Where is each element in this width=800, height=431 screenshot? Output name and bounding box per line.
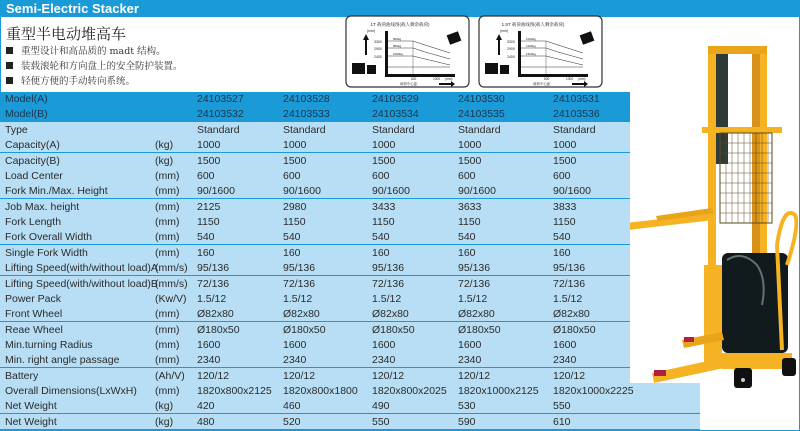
cell-value: 2340 [197, 354, 221, 367]
cell-value: 1150 [283, 216, 306, 229]
row-label: Net Weight [5, 400, 57, 413]
cell-value: 72/136 [553, 277, 586, 290]
svg-text:(mm): (mm) [578, 77, 586, 81]
cell-value: 1500 [283, 154, 307, 167]
cell-value: 2125 [197, 200, 221, 213]
row-unit: (mm/s) [155, 277, 188, 290]
forklift-icon [485, 63, 498, 74]
cell-value: 95/136 [458, 262, 491, 275]
cell-value: 90/1600 [283, 185, 321, 198]
model-number: 24103528 [283, 93, 330, 105]
cell-value: 540 [553, 231, 571, 244]
cell-value: 1600 [372, 338, 396, 351]
cell-value: Ø180x50 [197, 323, 240, 336]
page-title: Semi-Electric Stacker [6, 1, 139, 16]
cell-value: Ø82x80 [283, 308, 320, 321]
cell-value: 1820x1000x2225 [553, 384, 634, 397]
row-label: Load Center [5, 170, 63, 183]
cell-value: 490 [372, 400, 390, 413]
cell-value: 120/12 [553, 369, 586, 382]
cell-value: 1820x800x1800 [283, 384, 358, 397]
svg-text:1500kg: 1500kg [526, 52, 536, 56]
cell-value: 1.5/12 [197, 292, 227, 305]
feature-bullet: 重型设计和高品质的 madt 结构。 [6, 43, 166, 57]
svg-text:2900: 2900 [374, 47, 382, 51]
row-unit: (mm) [155, 231, 180, 244]
row-label: Min. right angle passage [5, 354, 120, 367]
svg-text:(mm): (mm) [445, 77, 453, 81]
svg-text:850kg: 850kg [393, 44, 402, 48]
cell-value: Ø180x50 [283, 323, 326, 336]
cell-value: Standard [458, 124, 501, 136]
table-row [0, 291, 630, 307]
row-label: Front Wheel [5, 308, 63, 321]
cell-value: 160 [283, 246, 301, 259]
svg-text:1000: 1000 [433, 77, 441, 81]
table-row [0, 368, 630, 384]
table-row [0, 322, 630, 338]
model-row [0, 92, 630, 107]
cell-value: 1500 [458, 154, 482, 167]
cell-value: 95/136 [283, 262, 316, 275]
row-unit: (mm) [155, 354, 180, 367]
svg-text:载荷中心距: 载荷中心距 [400, 82, 418, 86]
row-label: Model(B) [5, 108, 48, 120]
cell-value: 90/1600 [553, 185, 591, 198]
row-label: Battery [5, 369, 39, 382]
table-row [0, 168, 630, 184]
bullet-square-icon [6, 77, 13, 84]
cell-value: 1820x800x2025 [372, 384, 447, 397]
chart-caption: 1.5T 载荷曲线图(载人剩余载荷) [501, 22, 565, 27]
model-number: 24103529 [372, 93, 419, 105]
cell-value: 1600 [458, 338, 482, 351]
cell-value: 1000 [458, 139, 482, 152]
row-unit: (mm) [155, 185, 180, 198]
bullet-square-icon [6, 62, 13, 69]
feature-bullet: 装载滚轮和方向盘上的安全防护装置。 [6, 58, 183, 72]
cell-value: 3833 [553, 200, 577, 213]
cell-value: Ø82x80 [197, 308, 234, 321]
cell-value: 72/136 [372, 277, 405, 290]
cell-value: Ø180x50 [553, 323, 596, 336]
cell-value: 1600 [197, 338, 221, 351]
svg-text:(mm): (mm) [500, 29, 509, 33]
svg-text:600: 600 [544, 77, 550, 81]
cell-value: 1150 [553, 216, 576, 229]
row-unit: (mm) [155, 246, 180, 259]
row-unit: (Ah/V) [155, 369, 185, 382]
table-row [0, 183, 630, 199]
cell-value: 72/136 [197, 277, 230, 290]
row-label: Net Weight [5, 415, 57, 428]
cell-value: 540 [372, 231, 390, 244]
table-row [0, 122, 630, 138]
cell-value: 72/136 [283, 277, 316, 290]
load-chart-1t [345, 15, 470, 88]
cell-value: 520 [283, 415, 301, 428]
cell-value: 1820x1000x2125 [458, 384, 539, 397]
row-unit: (mm) [155, 170, 180, 183]
cell-value: 1.5/12 [458, 292, 488, 305]
row-unit: (mm/s) [155, 262, 188, 275]
stacker-illustration [612, 40, 798, 428]
svg-text:1000kg: 1000kg [393, 52, 403, 56]
table-row [0, 383, 700, 399]
row-unit: (mm) [155, 200, 180, 213]
table-row [0, 153, 630, 169]
cell-value: Standard [372, 124, 415, 136]
cell-value: 1.5/12 [283, 292, 313, 305]
model-number: 24103535 [458, 108, 505, 120]
cell-value: 420 [197, 400, 215, 413]
cell-value: 600 [372, 170, 390, 183]
svg-text:1100kg: 1100kg [526, 44, 536, 48]
row-label: Fork Min./Max. Height [5, 185, 108, 198]
cell-value: 90/1600 [458, 185, 496, 198]
cell-value: 1150 [197, 216, 220, 229]
cell-value: 1.5/12 [372, 292, 402, 305]
row-unit: (mm) [155, 338, 180, 351]
cell-value: 160 [553, 246, 571, 259]
cell-value: Ø82x80 [372, 308, 409, 321]
model-number: 24103536 [553, 108, 600, 120]
chart-caption: 1T 载荷曲线图(载人剩余载荷) [370, 22, 430, 27]
table-row [0, 260, 630, 276]
cell-value: 600 [197, 170, 215, 183]
table-row [0, 245, 630, 261]
row-unit: (kg) [155, 415, 174, 428]
row-label: Single Fork Width [5, 246, 88, 259]
table-row [0, 214, 630, 230]
svg-text:2400: 2400 [374, 55, 382, 59]
table-row [0, 199, 630, 215]
svg-text:2400: 2400 [507, 55, 515, 59]
row-label: Lifting Speed(with/without load)A [5, 262, 158, 275]
cell-value: 1820x800x2125 [197, 384, 272, 397]
row-unit: (Kw/V) [155, 292, 187, 305]
model-row [0, 107, 630, 122]
cell-value: 1.5/12 [553, 292, 583, 305]
row-label: Overall Dimensions(LxWxH) [5, 384, 137, 397]
cell-value: 95/136 [372, 262, 405, 275]
table-row [0, 352, 630, 368]
cell-value: 1000 [553, 139, 577, 152]
cell-value: 1000 [372, 139, 396, 152]
svg-text:(mm): (mm) [367, 29, 376, 33]
svg-text:2900: 2900 [507, 47, 515, 51]
cell-value: Ø82x80 [553, 308, 590, 321]
cell-value: 540 [458, 231, 476, 244]
bullet-square-icon [6, 47, 13, 54]
cell-value: 90/1600 [197, 185, 235, 198]
product-title: 重型半电动堆高车 [6, 25, 127, 43]
cell-value: 160 [372, 246, 390, 259]
model-number: 24103531 [553, 93, 600, 105]
svg-text:1000: 1000 [566, 77, 574, 81]
cell-value: 95/136 [197, 262, 230, 275]
row-label: Type [5, 124, 28, 136]
model-number: 24103530 [458, 93, 505, 105]
table-row [0, 137, 630, 153]
feature-bullet: 轻便方便的手动转向系统。 [6, 73, 135, 87]
row-label: Reae Wheel [5, 323, 63, 336]
row-unit: (mm) [155, 216, 180, 229]
row-label: Power Pack [5, 292, 62, 305]
cell-value: 3633 [458, 200, 482, 213]
cell-value: 2340 [283, 354, 307, 367]
model-number: 24103533 [283, 108, 330, 120]
svg-text:600: 600 [411, 77, 417, 81]
model-number: 24103534 [372, 108, 419, 120]
cell-value: 120/12 [372, 369, 405, 382]
row-label: Capacity(A) [5, 139, 60, 152]
cell-value: 120/12 [283, 369, 316, 382]
row-unit: (kg) [155, 154, 174, 167]
svg-text:800kg: 800kg [393, 37, 402, 41]
cell-value: 550 [372, 415, 390, 428]
cell-value: Ø180x50 [372, 323, 415, 336]
cell-value: 1500 [197, 154, 221, 167]
cell-value: 1000 [197, 139, 221, 152]
cell-value: 2340 [553, 354, 577, 367]
cell-value: 460 [283, 400, 301, 413]
svg-text:1000kg: 1000kg [526, 37, 536, 41]
cell-value: 1600 [283, 338, 307, 351]
model-number: 24103532 [197, 108, 244, 120]
cell-value: Ø82x80 [458, 308, 495, 321]
cell-value: 610 [553, 415, 571, 428]
cell-value: Standard [197, 124, 240, 136]
cell-value: 590 [458, 415, 476, 428]
cell-value: 120/12 [458, 369, 491, 382]
cell-value: 550 [553, 400, 571, 413]
cell-value: 2340 [458, 354, 482, 367]
cell-value: 540 [283, 231, 301, 244]
cell-value: 1150 [458, 216, 481, 229]
row-unit: (mm) [155, 308, 180, 321]
forklift-icon [352, 63, 365, 74]
cell-value: 540 [197, 231, 215, 244]
row-label: Model(A) [5, 93, 48, 105]
cell-value: 120/12 [197, 369, 230, 382]
row-label: Lifting Speed(with/without load)B [5, 277, 158, 290]
table-row [0, 398, 700, 414]
row-label: Fork Length [5, 216, 62, 229]
cell-value: 90/1600 [372, 185, 410, 198]
svg-text:3300: 3300 [374, 40, 382, 44]
cell-value: 1500 [553, 154, 577, 167]
table-row [0, 306, 630, 322]
cell-value: 600 [458, 170, 476, 183]
table-row [0, 276, 630, 292]
cell-value: 1150 [372, 216, 395, 229]
cell-value: Ø180x50 [458, 323, 501, 336]
table-row [0, 229, 630, 245]
row-label: Capacity(B) [5, 154, 60, 167]
svg-text:3300: 3300 [507, 40, 515, 44]
row-label: Job Max. height [5, 200, 80, 213]
cell-value: 1600 [553, 338, 577, 351]
cell-value: 2340 [372, 354, 396, 367]
row-label: Min.turning Radius [5, 338, 93, 351]
row-unit: (mm) [155, 384, 180, 397]
load-chart-1-5t [478, 15, 603, 88]
row-unit: (mm) [155, 323, 180, 336]
cell-value: 72/136 [458, 277, 491, 290]
cell-value: 160 [458, 246, 476, 259]
model-number: 24103527 [197, 93, 244, 105]
table-row [0, 337, 630, 353]
cell-value: 480 [197, 415, 215, 428]
cell-value: Standard [283, 124, 326, 136]
row-label: Fork Overall Width [5, 231, 92, 244]
cell-value: Standard [553, 124, 596, 136]
cell-value: 1500 [372, 154, 396, 167]
cell-value: 160 [197, 246, 215, 259]
cell-value: 1000 [283, 139, 307, 152]
svg-text:载荷中心距: 载荷中心距 [533, 82, 551, 86]
cell-value: 530 [458, 400, 476, 413]
cell-value: 600 [283, 170, 301, 183]
cell-value: 95/136 [553, 262, 586, 275]
cell-value: 600 [553, 170, 571, 183]
row-unit: (kg) [155, 400, 174, 413]
cell-value: 2980 [283, 200, 307, 213]
cell-value: 3433 [372, 200, 396, 213]
table-row [0, 414, 700, 430]
row-unit: (kg) [155, 139, 174, 152]
